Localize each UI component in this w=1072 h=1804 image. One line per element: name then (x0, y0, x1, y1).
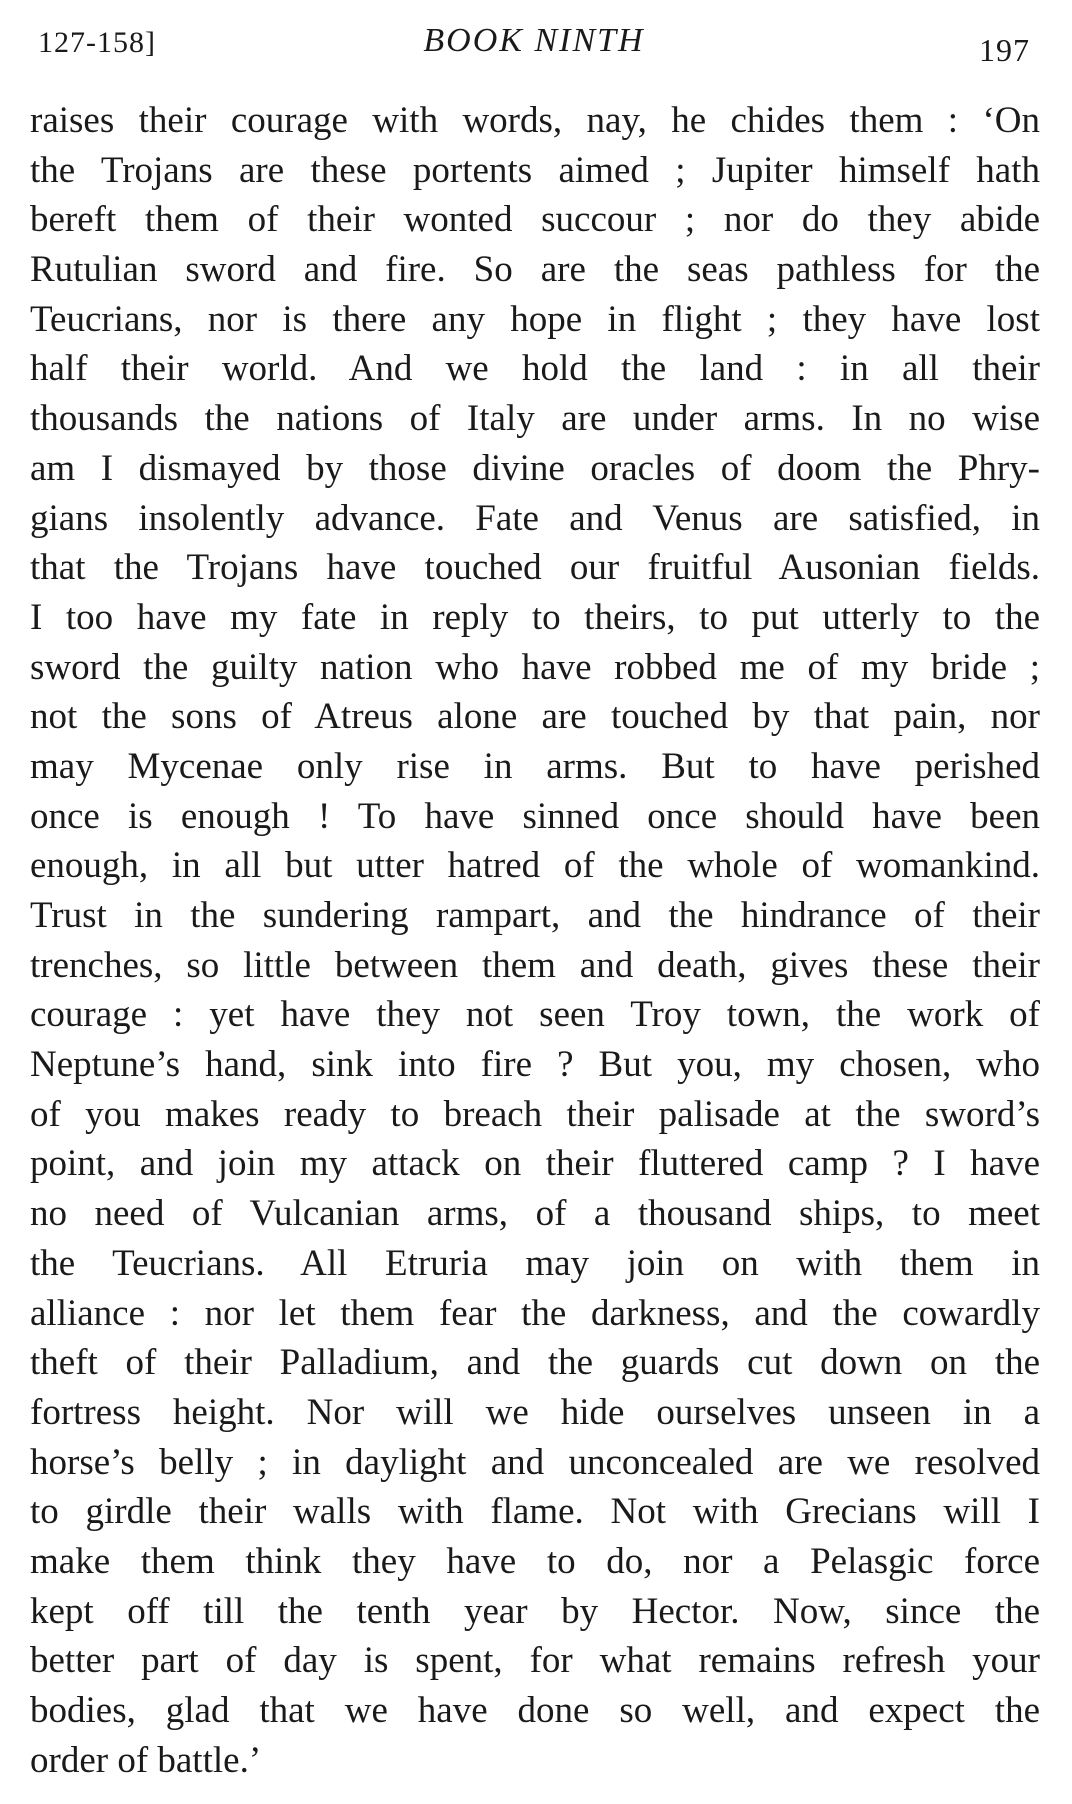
text-line: of you makes ready to breach their palisade at the sword’s (30, 1093, 1040, 1135)
text-line: thousands the nations of Italy are under arms. In no wise (30, 398, 1040, 440)
text-line: bereft them of their wonted succour ; nor do they abide (30, 199, 1040, 241)
text-line: Neptune’s hand, sink into fire ? But you, my chosen, who (30, 1044, 1040, 1086)
text-line: order of battle.’ (30, 1739, 262, 1781)
text-line: am I dismayed by those divine oracles of doom the Phry- (30, 447, 1040, 489)
text-line: not the sons of Atreus alone are touched by that pain, nor (30, 696, 1040, 738)
text-line: I too have my fate in reply to theirs, to put utterly to the (30, 596, 1040, 638)
text-line: horse’s belly ; in daylight and unconcealed are we resolved (30, 1441, 1040, 1483)
text-line: better part of day is spent, for what remains refresh your (30, 1640, 1040, 1682)
text-line: raises their courage with words, nay, he chides them : ‘On (30, 100, 1040, 141)
text-line: may Mycenae only rise in arms. But to have perished (30, 745, 1040, 787)
text-line: Trust in the sundering rampart, and the hindrance of their (30, 895, 1040, 936)
text-line: make them think they have to do, nor a Pelasgic force (30, 1540, 1040, 1582)
text-line: trenches, so little between them and death, gives these their (30, 944, 1040, 986)
page-number: 197 (979, 32, 1030, 68)
text-line: point, and join my attack on their fluttered camp ? I have (30, 1143, 1040, 1185)
body-text (30, 96, 1040, 1785)
text-line: to girdle their walls with flame. Not with Grecians will I (30, 1491, 1040, 1533)
text-line: the Trojans are these portents aimed ; Jupiter himself hath (30, 149, 1040, 191)
text-line: kept off till the tenth year by Hector. Now, since the (30, 1590, 1040, 1632)
text-line: half their world. And we hold the land : in all their (30, 348, 1040, 390)
line-range: 127-158] (38, 26, 156, 59)
text-line: theft of their Palladium, and the guards cut down on the (30, 1342, 1040, 1384)
text-line: alliance : nor let them fear the darkness, and the cowardly (30, 1292, 1040, 1334)
running-title: BOOK NINTH (423, 22, 645, 59)
text-line: once is enough ! To have sinned once should have been (30, 795, 1040, 837)
text-line: that the Trojans have touched our fruitful Ausonian fields. (30, 547, 1040, 589)
text-line: gians insolently advance. Fate and Venus are satisfied, in (30, 497, 1040, 539)
text-line: fortress height. Nor will we hide ourselves unseen in a (30, 1391, 1040, 1433)
text-line: Teucrians, nor is there any hope in flight ; they have lost (30, 298, 1040, 340)
text-line: courage : yet have they not seen Troy town, the work of (30, 994, 1040, 1036)
text-line: enough, in all but utter hatred of the whole of womankind. (30, 845, 1040, 887)
text-line: no need of Vulcanian arms, of a thousand ships, to meet (30, 1193, 1040, 1235)
text-line: bodies, glad that we have done so well, and expect the (30, 1690, 1040, 1731)
text-line: sword the guilty nation who have robbed me of my bride ; (30, 646, 1040, 688)
text-line: Rutulian sword and fire. So are the seas pathless for the (30, 249, 1040, 291)
page-header (38, 22, 1030, 72)
text-line: the Teucrians. All Etruria may join on with them in (30, 1242, 1040, 1284)
